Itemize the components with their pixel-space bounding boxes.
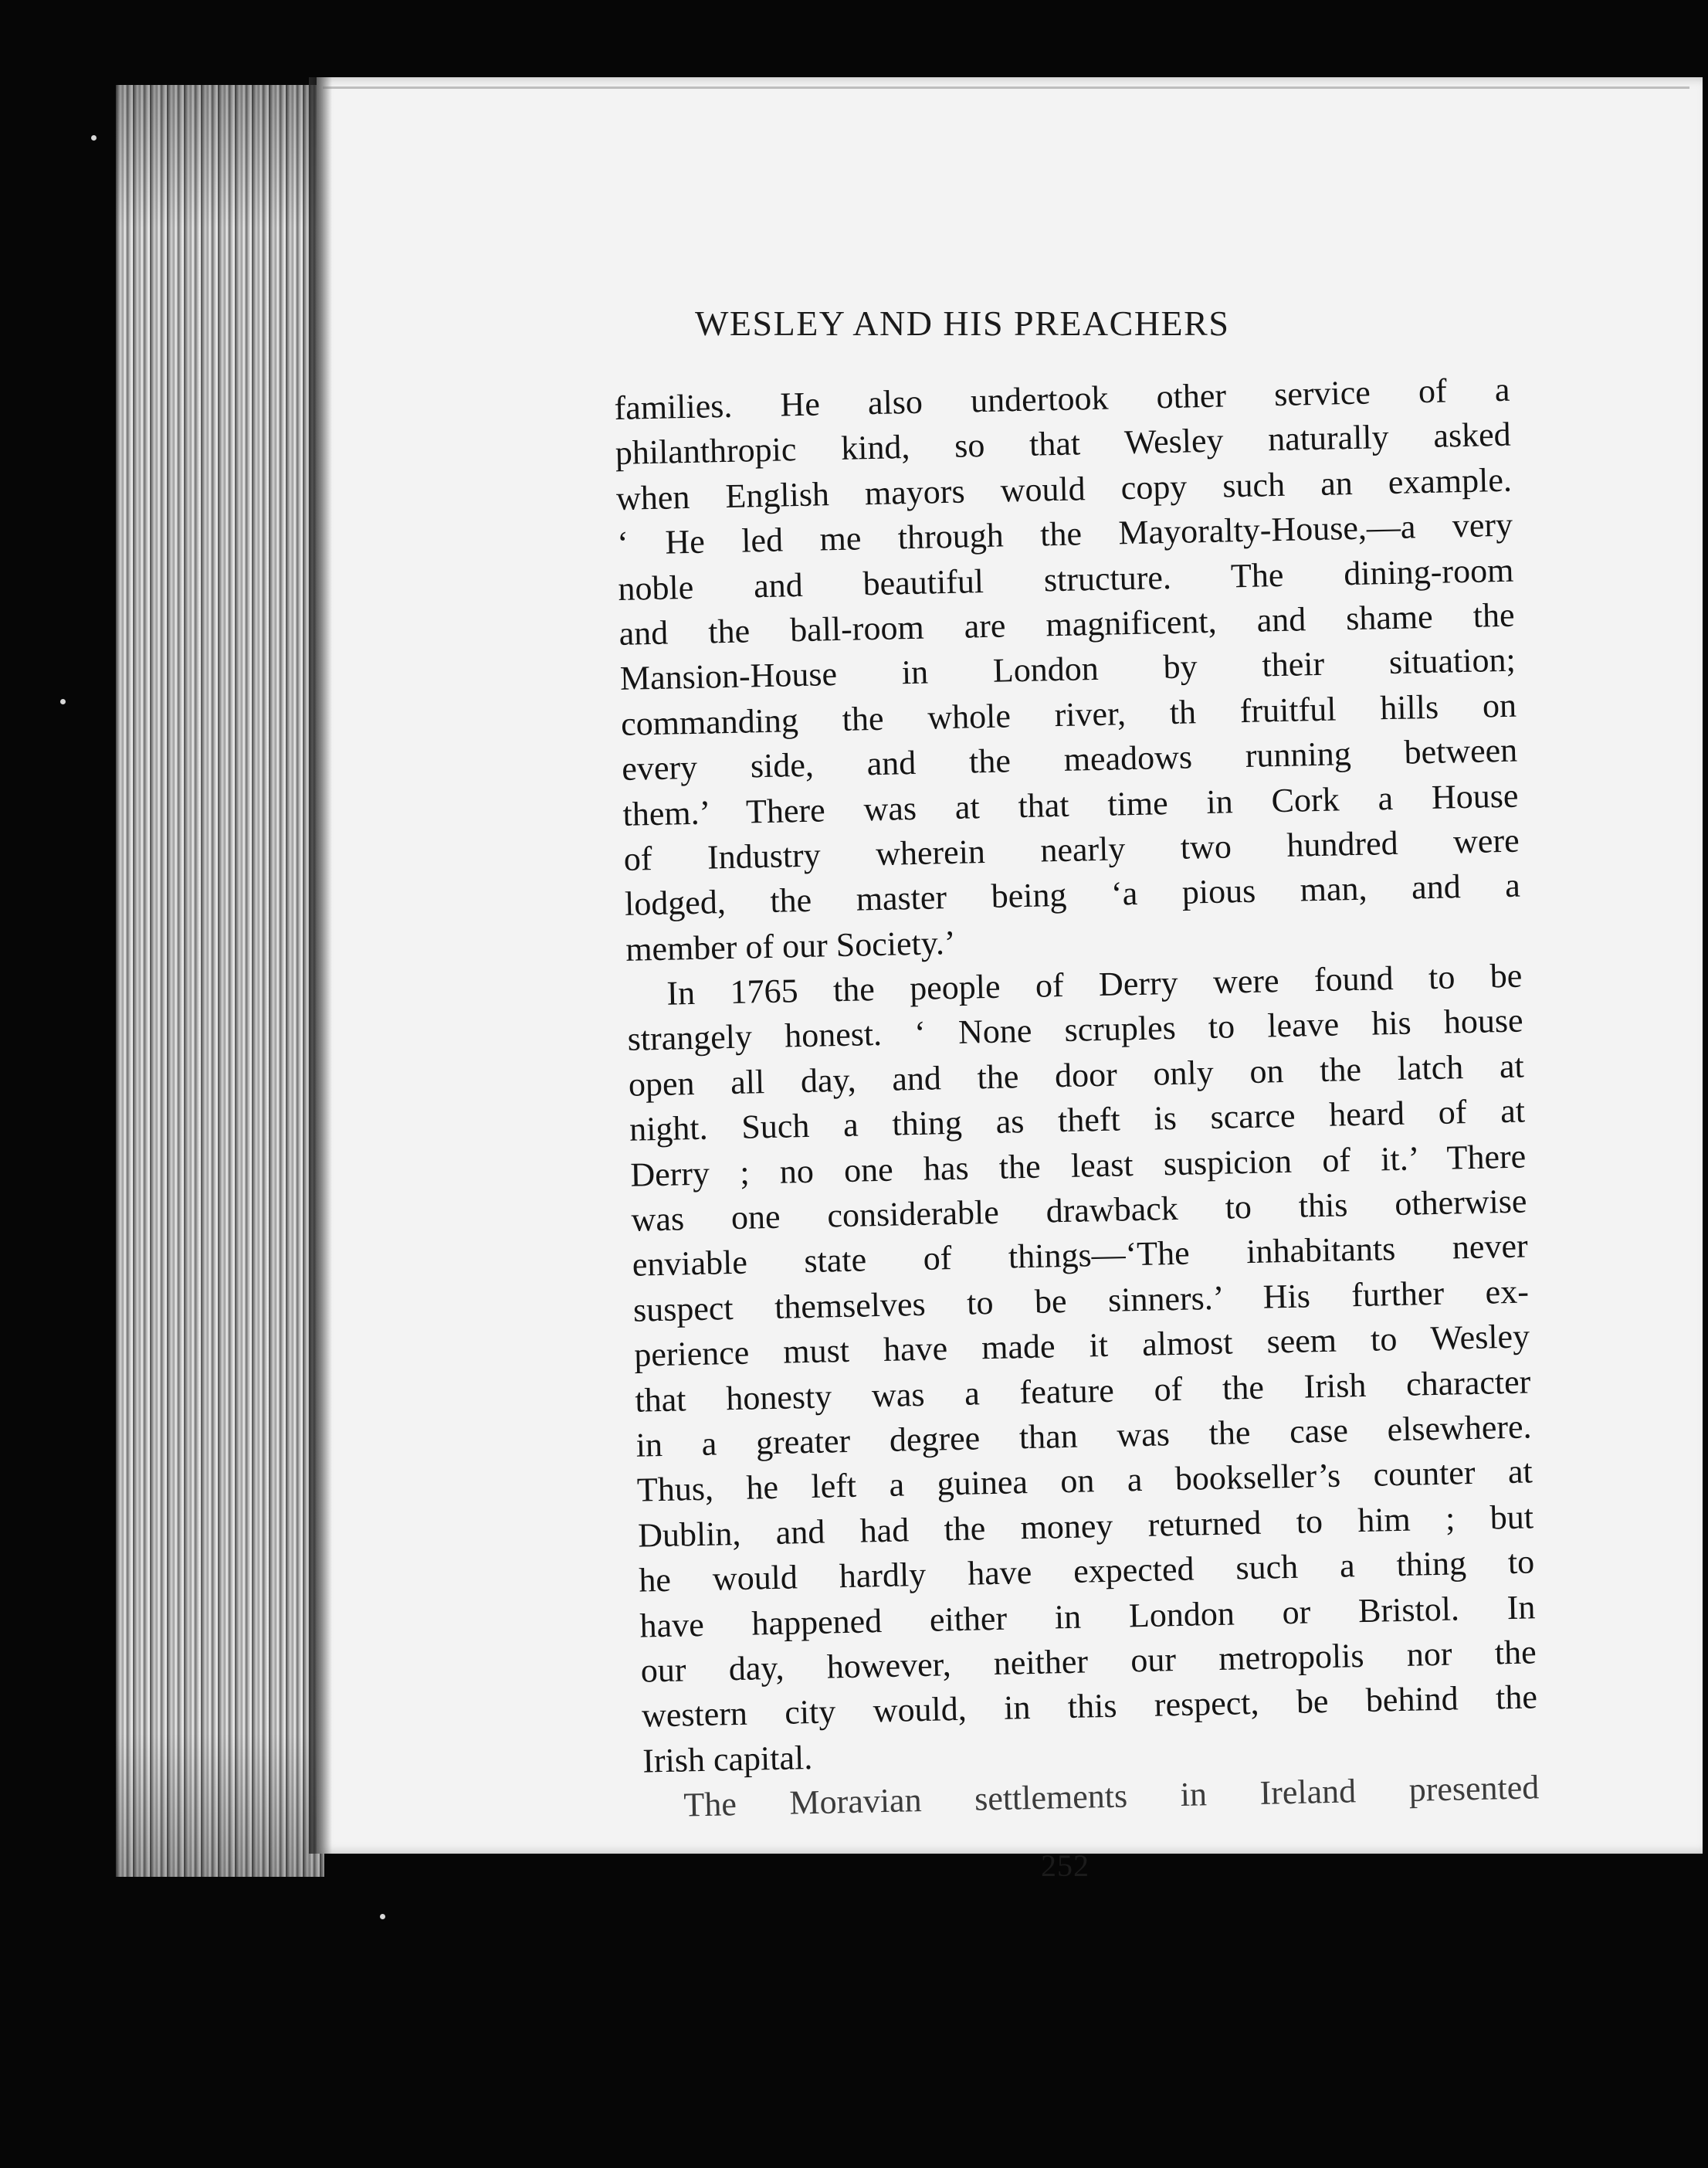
running-head: WESLEY AND HIS PREACHERS (695, 304, 1230, 343)
text-line: night. Such a thing as theft is scarce heard of at (629, 1091, 1526, 1149)
text-line: member of our Society.’ (625, 923, 956, 969)
text-line: of Industry wherein nearly two hundred were (623, 821, 1520, 878)
text-line: perience must have made it almost seem to Wesley (633, 1317, 1530, 1374)
text-line: Irish capital. (642, 1738, 813, 1780)
text-line: strangely honest. ‘ None scruples to leave his house (627, 1001, 1523, 1059)
book-page-edges (116, 85, 324, 1877)
body-text (614, 368, 1540, 1829)
text-line: have happened either in London or Bristol. In (639, 1587, 1536, 1645)
text-line: every side, and the meadows running between (621, 731, 1518, 789)
text-line: open all day, and the door only on the latch at (628, 1047, 1525, 1104)
text-line: our day, however, neither our metropolis nor the (640, 1633, 1537, 1690)
text-line: lodged, the master being ‘a pious man, and a (624, 866, 1521, 924)
text-line: commanding the whole river, th fruitful hills on (620, 686, 1517, 743)
text-line: In 1765 the people of Derry were found to be (666, 956, 1523, 1013)
text-line: Thus, he left a guinea on a bookseller’s counter at (636, 1452, 1533, 1510)
text-line: Mansion-House in London by their situation; (619, 640, 1517, 698)
text-line: enviable state of things—‘The inhabitants never (632, 1226, 1529, 1284)
text-line: philanthropic kind, so that Wesley naturally asked (615, 416, 1512, 473)
text-line: western city would, in this respect, be behind the (641, 1678, 1538, 1735)
text-line: ‘ He led me through the Mayoralty-House,—a very (616, 505, 1513, 563)
text-line: Dublin, and had the money returned to him ; but (637, 1498, 1534, 1555)
page-number: 252 (1041, 1848, 1090, 1883)
text-line: in a greater degree than was the case elsewhere. (635, 1407, 1532, 1464)
page-top-edge (323, 87, 1689, 89)
text-line: and the ball-room are magnificent, and shame the (618, 595, 1515, 653)
text-line: The Moravian settlements in Ireland presented (683, 1768, 1540, 1824)
text-line: was one considerable drawback to this otherwise (631, 1182, 1527, 1239)
text-line: that honesty was a feature of the Irish character (634, 1362, 1531, 1420)
gutter-shadow (309, 77, 332, 1854)
dust-speck (60, 699, 66, 704)
text-line: when English mayors would copy such an example. (615, 460, 1513, 517)
text-line: he would hardly have expected such a thing to (638, 1542, 1535, 1600)
text-line: them.’ There was at that time in Cork a House (622, 776, 1519, 833)
dust-speck (91, 135, 97, 141)
text-line: Derry ; no one has the least suspicion of it.’ There (629, 1137, 1527, 1194)
dust-speck (380, 1914, 385, 1919)
text-line: noble and beautiful structure. The dining-room (617, 551, 1514, 608)
text-line: suspect themselves to be sinners.’ His further ex- (632, 1272, 1530, 1329)
text-line: families. He also undertook other service of a (614, 370, 1510, 427)
